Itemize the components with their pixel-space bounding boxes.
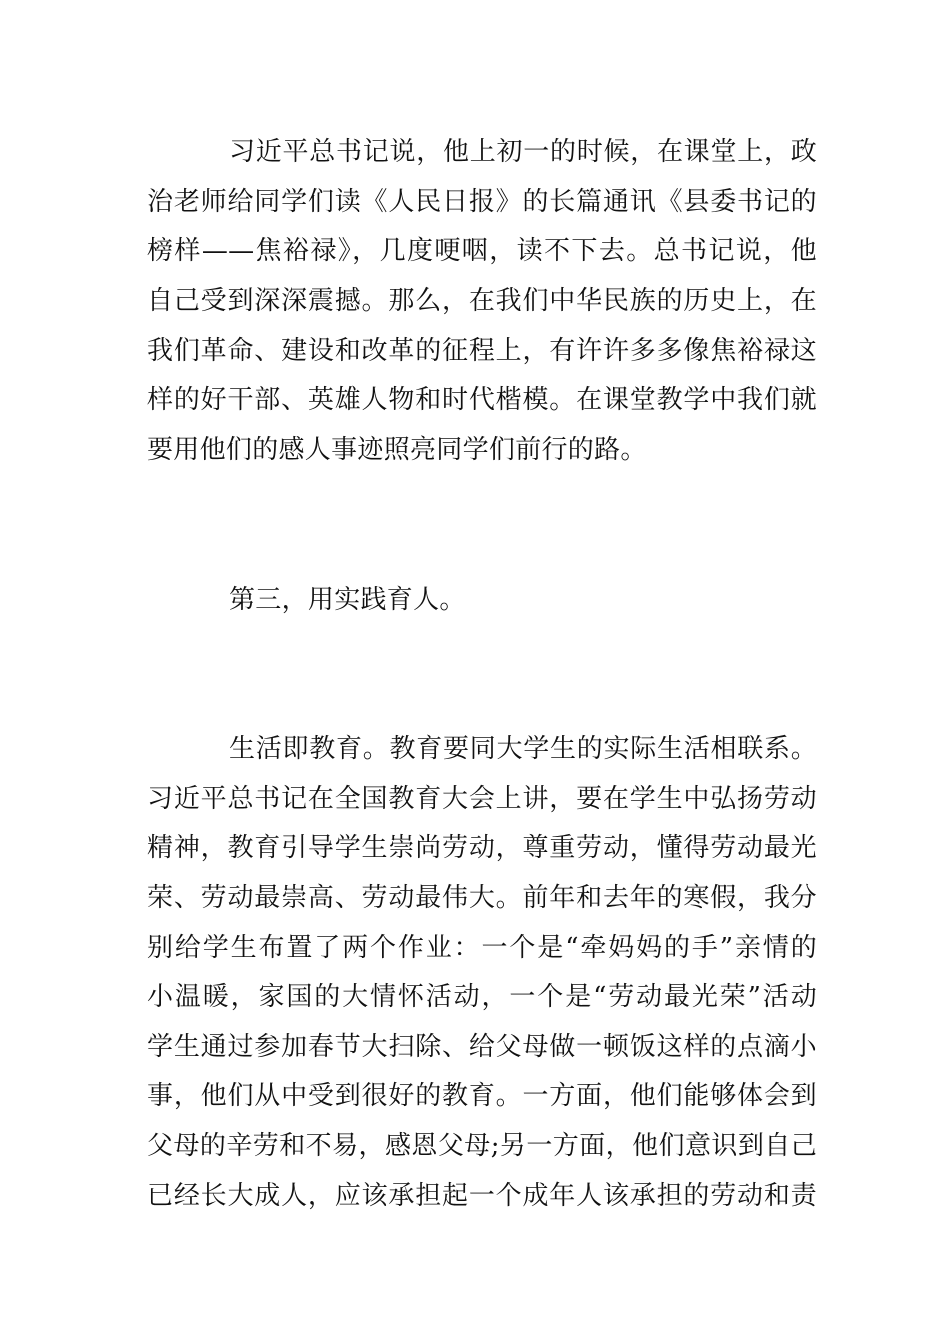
- paragraph-1-line-5: 我们革命、建设和改革的征程上，有许许多多像焦裕禄这: [147, 336, 817, 366]
- paragraph-1-line-7: 要用他们的感人事迹照亮同学们前行的路。: [147, 435, 647, 465]
- paragraph-3-line-1: 生活即教育。教育要同大学生的实际生活相联系。: [229, 734, 817, 764]
- paragraph-3-line-6: 小温暖，家国的大情怀活动，一个是“劳动最光荣”活动: [147, 982, 817, 1012]
- paragraph-3-line-7: 学生通过参加春节大扫除、给父母做一顿饭这样的点滴小: [147, 1032, 817, 1062]
- section-heading: 第三，用实践育人。: [229, 585, 466, 615]
- paragraph-3-line-10: 已经长大成人，应该承担起一个成年人该承担的劳动和责: [147, 1181, 817, 1211]
- paragraph-1-line-2: 治老师给同学们读《人民日报》的长篇通讯《县委书记的: [147, 187, 817, 217]
- paragraph-1-line-3: 榜样——焦裕禄》，几度哽咽，读不下去。总书记说，他: [147, 236, 817, 266]
- paragraph-3-line-2: 习近平总书记在全国教育大会上讲，要在学生中弘扬劳动: [147, 784, 817, 814]
- paragraph-1-line-6: 样的好干部、英雄人物和时代楷模。在课堂教学中我们就: [147, 385, 817, 415]
- paragraph-3-line-3: 精神，教育引导学生崇尚劳动，尊重劳动，懂得劳动最光: [147, 833, 817, 863]
- paragraph-1-line-1: 习近平总书记说，他上初一的时候，在课堂上，政: [229, 137, 817, 167]
- paragraph-3-line-5: 别给学生布置了两个作业：一个是“牵妈妈的手”亲情的: [147, 933, 817, 963]
- paragraph-1-line-4: 自己受到深深震撼。那么，在我们中华民族的历史上，在: [147, 286, 817, 316]
- paragraph-3-line-9: 父母的辛劳和不易，感恩父母;另一方面，他们意识到自己: [147, 1131, 817, 1161]
- paragraph-3-line-4: 荣、劳动最崇高、劳动最伟大。前年和去年的寒假，我分: [147, 883, 817, 913]
- paragraph-3-line-8: 事，他们从中受到很好的教育。一方面，他们能够体会到: [147, 1081, 817, 1111]
